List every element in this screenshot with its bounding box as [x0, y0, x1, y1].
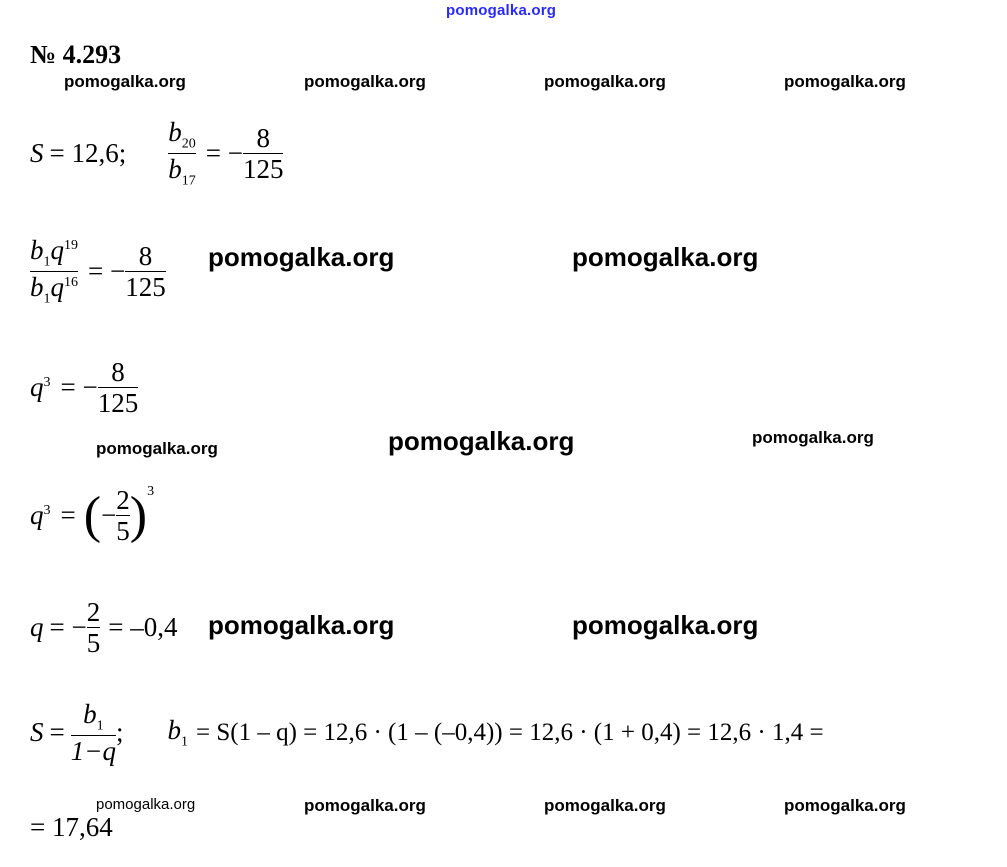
subscript: 1: [43, 254, 51, 270]
subscript: 1: [180, 734, 188, 750]
watermark: pomogalka.org: [304, 796, 426, 815]
var-q: q: [50, 272, 64, 303]
subscript: 1: [43, 291, 51, 307]
close-paren: ): [129, 486, 148, 544]
watermark: pomogalka.org: [208, 242, 395, 272]
superscript: 3: [43, 375, 51, 391]
fraction-b1q19-b1q16: [30, 236, 78, 307]
watermark: pomogalka.org: [208, 610, 395, 640]
watermark: pomogalka.org: [96, 796, 196, 813]
fraction-denominator: 125: [125, 272, 166, 303]
fraction-numerator: 8: [138, 240, 153, 271]
fraction-b20-b17: [168, 118, 196, 189]
fraction-denominator: [30, 273, 78, 307]
watermark: pomogalka.org: [572, 242, 759, 272]
var-b: b: [30, 235, 44, 265]
fraction-denominator: 5: [86, 628, 101, 659]
fraction-8-125: [98, 358, 139, 418]
var-b: b: [30, 272, 44, 303]
superscript: 3: [147, 484, 155, 499]
var-b: b: [168, 117, 182, 147]
equation-line-2: [30, 236, 166, 307]
b1-computation: = S(1 – q) = 12,6 · (1 – (–0,4)) = 12,6 · (1 + 0,4) = 12,6 · 1,4 =: [195, 718, 824, 746]
var-b: b: [167, 715, 181, 746]
subscript: 17: [181, 173, 196, 189]
fraction-8-125: [125, 242, 166, 302]
fraction-numerator: 2: [86, 597, 101, 627]
equation-line-3: [30, 358, 138, 418]
watermark: pomogalka.org: [544, 72, 666, 91]
var-s: S: [30, 138, 44, 169]
watermark: pomogalka.org: [96, 439, 218, 458]
watermark: pomogalka.org: [544, 796, 666, 815]
fraction-denominator: 5: [116, 516, 130, 547]
var-b: b: [168, 154, 182, 185]
equation-line-1: [30, 118, 283, 189]
fraction-2-5: [116, 486, 130, 546]
watermark: pomogalka.org: [304, 72, 426, 91]
b1-term: [167, 715, 188, 750]
site-header-link[interactable]: pomogalka.org: [446, 2, 557, 19]
var-s: S: [30, 717, 44, 748]
fraction-b1-over-1-minus-q: [71, 700, 116, 765]
watermark: pomogalka.org: [752, 428, 874, 447]
open-paren: (: [83, 486, 102, 544]
fraction-numerator: 2: [116, 485, 130, 515]
var-q: q: [30, 612, 44, 643]
fraction-numerator: [71, 700, 116, 734]
fraction-numerator: [30, 236, 78, 270]
equals-minus: = −: [60, 372, 98, 403]
fraction-8-125: [243, 124, 284, 184]
problem-title: № 4.293: [30, 40, 122, 69]
fraction-numerator: [168, 118, 196, 152]
equals-minus: = −: [88, 256, 126, 287]
fraction-denominator: 125: [242, 154, 284, 185]
final-result: = 17,64: [30, 812, 113, 842]
subscript: 1: [96, 718, 104, 734]
fraction-numerator: 8: [111, 357, 125, 387]
superscript: 16: [64, 275, 78, 291]
var-q: q: [30, 372, 44, 403]
q-cubed: [30, 372, 51, 403]
equals-sign: =: [49, 717, 65, 748]
fraction-numerator: 8: [256, 122, 270, 153]
var-q: q: [50, 235, 64, 265]
superscript: 19: [64, 238, 78, 253]
equals-sign: =: [60, 500, 76, 531]
fraction-2-5: [87, 598, 101, 658]
equation-line-6: [30, 700, 824, 765]
q-cubed: [30, 500, 51, 531]
minus-sign: −: [101, 500, 117, 531]
semicolon: ;: [115, 717, 124, 748]
var-b: b: [83, 699, 97, 729]
equation-line-4: [30, 486, 154, 546]
equation-line-5: [30, 598, 177, 658]
fraction-denominator: 1−q: [70, 736, 116, 767]
watermark: pomogalka.org: [572, 610, 759, 640]
subscript: 20: [181, 136, 196, 152]
watermark: pomogalka.org: [64, 72, 186, 91]
fraction-denominator: 125: [97, 388, 139, 419]
equals-minus: = −: [49, 612, 87, 643]
result-text: = –0,4: [108, 612, 178, 643]
var-q: q: [30, 500, 44, 531]
value-text: = 12,6;: [49, 138, 127, 169]
equals-minus: = −: [205, 138, 243, 169]
watermark: pomogalka.org: [784, 796, 906, 815]
superscript: 3: [43, 503, 51, 519]
watermark: pomogalka.org: [784, 72, 906, 91]
fraction-denominator: [168, 155, 196, 189]
watermark: pomogalka.org: [388, 426, 575, 456]
